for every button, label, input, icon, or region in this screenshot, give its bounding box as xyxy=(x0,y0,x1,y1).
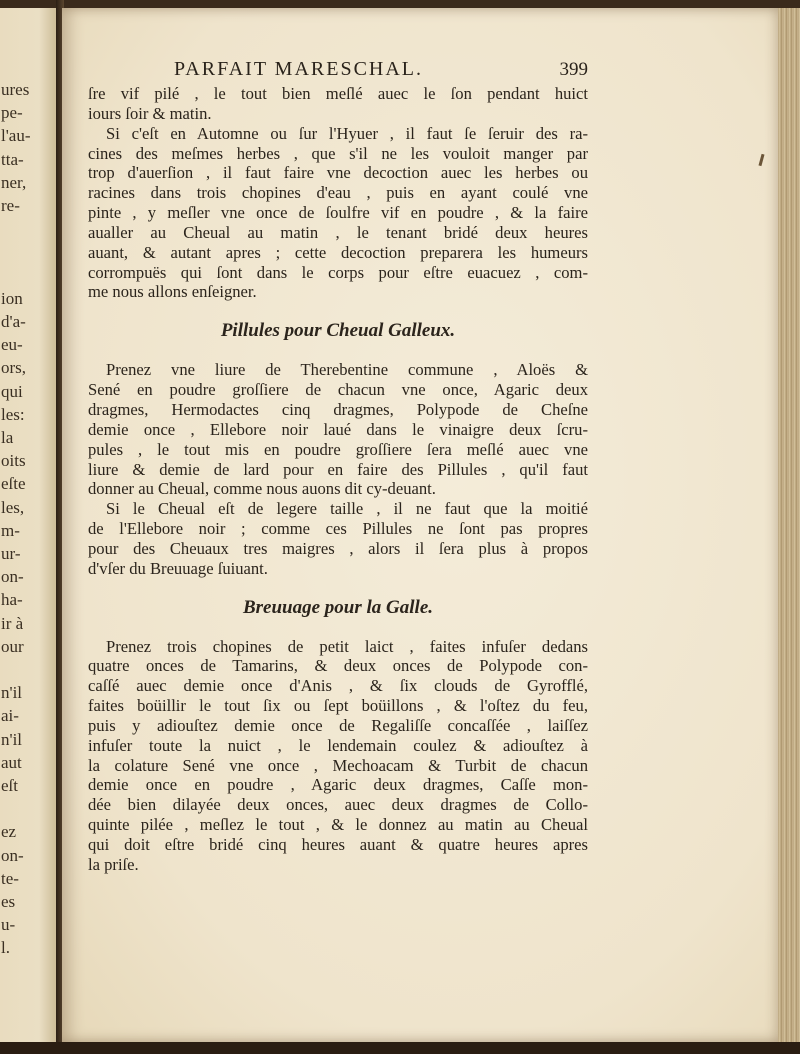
paragraph-1 xyxy=(88,84,588,124)
paragraph-3 xyxy=(88,360,588,499)
left-page-fragment: les, xyxy=(1,497,25,517)
text-line: iours ſoir & matin. xyxy=(88,103,212,123)
left-page-fragment: la xyxy=(1,428,14,447)
text-line: cines des meſmes herbes , que s'il ne les vouloit manger par xyxy=(88,143,588,163)
page-content xyxy=(88,58,588,875)
text-line: infuſer toute la nuict , le lendemain coulez & adiouſtez à xyxy=(88,735,588,755)
paragraph-4 xyxy=(88,499,588,578)
left-page-fragment: ez xyxy=(1,822,17,842)
left-page-fragment: d'a- xyxy=(1,312,26,331)
left-page-fragment: u- xyxy=(1,915,16,935)
text-line: aualler au Cheual au matin , le tenant bridé deux heures xyxy=(88,222,588,242)
left-page-fragment: tta- xyxy=(1,149,24,169)
text-line: Si le Cheual eſt de legere taille , il ne faut que la moitié xyxy=(106,499,588,519)
left-page-fragment: les: xyxy=(1,404,25,424)
left-page-fragment: es xyxy=(1,892,16,911)
left-page-fragment: eſt xyxy=(1,776,18,795)
left-page-fragment: eſte xyxy=(1,474,26,494)
text-line: puis y adiouſtez demie once de Regaliſſe concaſſée , laiſſez xyxy=(88,715,588,735)
left-page-fragment: te- xyxy=(1,868,19,888)
text-line: ſre vif pilé , le tout bien meſlé auec le ſon pendant huict xyxy=(88,84,588,103)
text-line: la priſe. xyxy=(88,854,139,874)
left-page-fragment: pe- xyxy=(1,103,23,123)
bottom-edge xyxy=(0,1042,800,1054)
text-line: racines dans trois chopines d'eau , puis en ayant coulé vne xyxy=(88,183,588,203)
left-page-margin xyxy=(0,8,58,1048)
text-line: pules , le tout mis en poudre groſſiere ſera meſlé auec vne xyxy=(88,439,588,459)
left-page-fragment: l. xyxy=(1,938,10,958)
page-number: 399 xyxy=(559,59,588,80)
text-line: demie once , Ellebore noir laué dans le vinaigre deux ſcru- xyxy=(88,419,588,439)
left-page-fragment: qui xyxy=(1,381,23,401)
paragraph-2 xyxy=(88,124,588,303)
text-line: quatre onces de Tamarins, & deux onces de Polypode con- xyxy=(88,656,588,676)
left-page-fragment: ner, xyxy=(1,172,27,192)
left-page-fragment: m- xyxy=(1,520,20,540)
left-page-fragment: oits xyxy=(1,451,26,471)
text-line: liure & demie de lard pour en faire des Pillules , qu'il faut xyxy=(88,459,588,479)
text-line: auant, & autant apres ; cette decoction preparera les humeurs xyxy=(88,242,588,262)
text-line: Prenez vne liure de Therebentine commune , Aloës & xyxy=(106,360,588,380)
text-line: Prenez trois chopines de petit laict , faites infuſer dedans xyxy=(106,636,588,656)
paragraph-5 xyxy=(88,637,588,875)
left-page-fragment: ur- xyxy=(1,544,21,563)
left-page-fragment: ai- xyxy=(1,706,19,726)
text-line: me nous allons enſeigner. xyxy=(88,282,257,302)
text-line: pinte , y meſler vne once de ſoulfre vif en poudre , & la faire xyxy=(88,203,588,223)
running-title: PARFAIT MARESCHAL. xyxy=(174,58,424,80)
left-page-fragment: on- xyxy=(1,845,24,865)
left-page-fragment: ion xyxy=(1,288,23,308)
left-page-fragment: our xyxy=(1,636,24,656)
text-line: dée bien dilayée deux onces, auec deux dragmes de Collo- xyxy=(88,795,588,815)
section-title-breuuage: Breuuage pour la Galle. xyxy=(242,596,434,618)
text-line: faites boüillir le tout ſix ou ſept boüillons , & l'oſtez du feu, xyxy=(88,696,588,716)
text-line: qui doit eſtre bridé cinq heures auant & quatre heures apres xyxy=(88,835,588,854)
left-page-fragment: l'au- xyxy=(1,126,31,146)
left-page-fragment: n'il xyxy=(1,729,23,749)
text-line: de l'Ellebore noir ; comme ces Pillules ne ſont pas propres xyxy=(88,519,588,539)
text-line: donner au Cheual, comme nous auons dit cy-deuant. xyxy=(88,479,436,499)
text-line: corrompuës qui ſont dans le corps pour eſtre euacuez , com- xyxy=(88,262,588,282)
text-line: d'vſer du Breuuage ſuiuant. xyxy=(88,558,268,578)
text-line: quinte pilée , meſlez le tout , & le donnez au matin au Cheual xyxy=(88,815,588,835)
page-edges xyxy=(778,8,800,1042)
text-line: trop d'auerſion , il faut faire vne decoction auec les herbes ou xyxy=(88,163,588,183)
text-line: caſſé auec demie once d'Anis , & ſix clouds de Gyrofflé, xyxy=(88,676,588,696)
text-line: Si c'eſt en Automne ou ſur l'Hyuer , il faut ſe ſeruir des ra- xyxy=(106,123,588,143)
text-line: dragmes, Hermodactes cinq dragmes, Polypode de Cheſne xyxy=(88,399,588,419)
left-page-fragment: eu- xyxy=(1,335,23,355)
left-page-fragment: aut xyxy=(1,752,22,772)
left-page-fragment: re- xyxy=(1,196,20,215)
text-line: pour des Cheuaux tres maigres , alors il ſera plus à propos xyxy=(88,538,588,558)
left-page-fragment: ures xyxy=(1,80,30,99)
section-title-pillules: Pillules pour Cheual Galleux. xyxy=(220,320,456,342)
left-page-fragment: ir à xyxy=(1,613,24,633)
text-line: demie once en poudre , Agaric deux dragmes, Caſſe mon- xyxy=(88,775,588,795)
left-page-fragment: ha- xyxy=(1,590,23,610)
left-page-fragment: on- xyxy=(1,567,24,587)
left-page-fragment: n'il xyxy=(1,683,23,703)
page-header xyxy=(174,58,588,84)
text-line: Sené en poudre groſſiere de chacun vne once, Agaric deux xyxy=(88,380,588,400)
text-line: la colature Sené vne once , Mechoacam & Turbit de chacun xyxy=(88,755,588,775)
left-page-fragment: ors, xyxy=(1,358,27,378)
